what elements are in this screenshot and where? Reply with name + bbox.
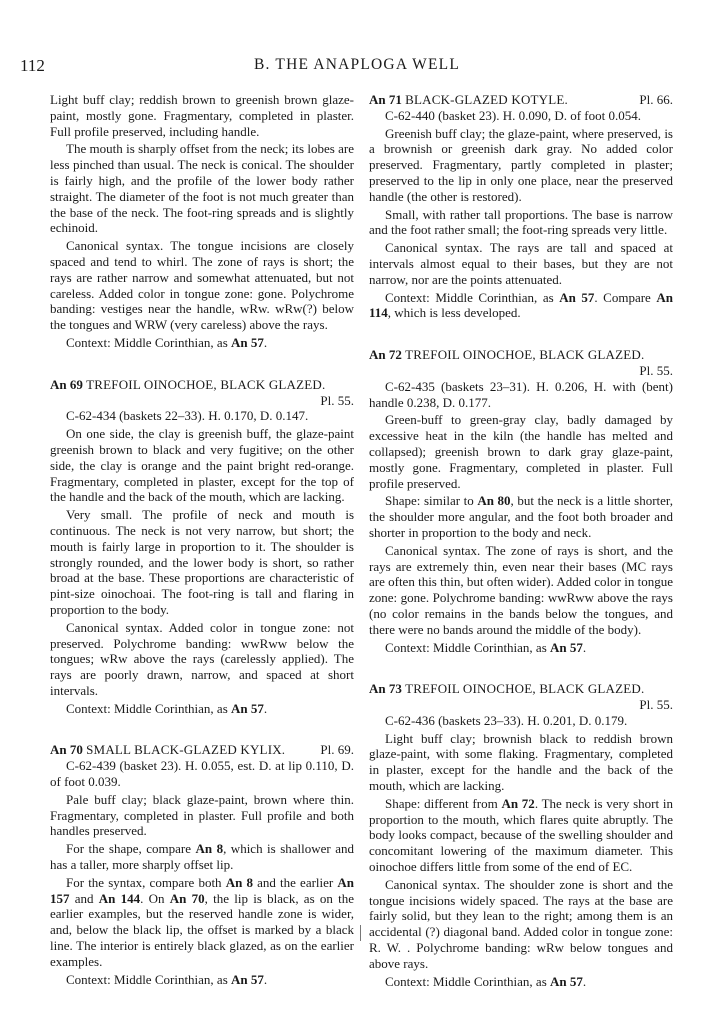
cross-reference: An 72 (501, 795, 535, 811)
column-divider (360, 925, 362, 941)
page-number: 112 (20, 56, 45, 75)
paragraph: Context: Middle Corinthian, as An 57. (66, 334, 268, 350)
paragraph: Pale buff clay; black glaze-paint, brown where thin. Fragmentary, completed in plaster. Full profile and both handles preserved. (50, 791, 354, 839)
cross-reference: An 57 (550, 973, 583, 989)
entry-number: An 70 (50, 742, 83, 758)
paragraph: Light buff clay; brownish black to reddish brown glaze-paint, with some flaking. Fragmentary, completed in plaster, except for the handle and the back of the mouth, which are lacking. (369, 730, 673, 794)
paragraph: Small, with rather tall proportions. The base is narrow and the foot rather small; the foot-ring spreads very little. (369, 206, 673, 238)
paragraph: For the shape, compare An 8, which is shallower and has a taller, more sharply offset lip. (50, 841, 354, 873)
plate-ref-line (50, 393, 354, 409)
catalog-reference: C-62-440 (basket 23). H. 0.090, D. of foot 0.054. (385, 107, 641, 123)
paragraph: Canonical syntax. The shoulder zone is short and the tongue incisions widely spaced. The rays at the base are fairly solid, but they lean to the right; among them is an accidental (?) diagonal band. Added color in tongue zone: R. W. . Polychrome banding: wRw below tongues and above rays. (369, 876, 673, 971)
paragraph: Context: Middle Corinthian, as An 57. (66, 971, 268, 987)
cross-reference: An 157 (50, 874, 354, 906)
entry-an71 (369, 92, 673, 321)
paragraph: Very small. The profile of neck and mouth is continuous. The neck is not very narrow, but short; the mouth is fairly large in proportion to it. The shoulder is strongly rounded, and the lower body is short, so rather broad at the base. These proportions are characteristic of pint-size oinochoai. The foot-ring is tall and flaring in proportion to the body. (50, 507, 354, 617)
plate-reference: Pl. 66. (639, 92, 673, 107)
entry-number: An 73 (369, 681, 402, 697)
catalog-reference: C-62-436 (baskets 23–33). H. 0.201, D. 0.179. (385, 712, 628, 728)
catalog-reference: C-62-439 (basket 23). H. 0.055, est. D. at lip 0.110, D. of foot 0.039. (50, 758, 354, 790)
entry-title: BLACK-GLAZED KOTYLE. (405, 92, 568, 107)
paragraph: On one side, the clay is greenish buff, the glaze-paint greenish brown to black and very fugitive; on the other side, the clay is orange and the paint bright red-orange. Fragmentary, completed in plaster, except for the top of the handle and the back of the mouth, which are lacking. (50, 426, 354, 505)
entry-an69 (50, 377, 354, 717)
catalog-reference: C-62-434 (baskets 22–33). H. 0.170, D. 0.147. (66, 408, 309, 424)
paragraph: Context: Middle Corinthian, as An 57. (385, 973, 587, 989)
paragraph: For the syntax, compare both An 8 and the earlier An 157 and An 144. On An 70, the lip is black, as on the earlier examples, but the reserved handle zone is wider, and, below the black lip, the offset is marked by a black line. The interior is entirely black glazed, as on the earlier examples. (50, 874, 355, 969)
paragraph: Context: Middle Corinthian, as An 57. (385, 639, 587, 655)
paragraph: Green-buff to green-gray clay, badly damaged by excessive heat in the kiln (the handle has melted and collapsed); greenish brown to dark gray glaze-paint, mostly gone. Fragmentary, completed in plaster. Full profile preserved. (369, 412, 673, 491)
cross-reference: An 57 (231, 700, 264, 716)
cross-reference: An 114 (369, 289, 673, 321)
plate-ref-line (369, 697, 673, 713)
entry-title: SMALL BLACK-GLAZED KYLIX. (86, 742, 286, 758)
cross-reference: An 80 (477, 493, 511, 509)
entry-number: An 72 (369, 347, 402, 363)
cross-reference: An 144 (98, 890, 141, 906)
entry-an72 (369, 347, 673, 655)
cross-reference: An 57 (559, 289, 595, 305)
left-column (50, 92, 354, 989)
cross-reference: An 8 (225, 874, 253, 890)
paragraph: Context: Middle Corinthian, as An 57. (66, 700, 268, 716)
paragraph: Shape: similar to An 80, but the neck is a little shorter, the shoulder more angular, and the foot both broader and shorter in proportion to the body and neck. (369, 493, 673, 540)
entry-an70 (50, 742, 354, 987)
paragraph: The mouth is sharply offset from the neck; its lobes are less pinched than usual. The neck is conical. The shoulder is fairly high, and the profile of the lower body rather straight. The diameter of the foot is not much greater than the base of the neck. The foot-ring spreads and is slightly echinoid. (50, 141, 354, 236)
running-head: B. THE ANAPLOGA WELL (254, 56, 460, 73)
paragraph: Shape: different from An 72. The neck is very short in proportion to the mouth, which flares quite abruptly. The body looks compact, because of the swelling shoulder and concomitant lowering of the maximum diameter. This oinochoe differs little from some of the end of EC. (369, 795, 673, 875)
paragraph: Canonical syntax. The tongue incisions are closely spaced and tend to whirl. The zone of rays is short; the rays are rather narrow and somewhat attenuated, but not careless. Added color in tongue zone: gone. Polychrome banding: vestiges near the handle, wRw. wRw(?) below the tongues and WRW (very careless) above the rays. (50, 238, 354, 333)
cross-reference: An 8 (195, 841, 224, 857)
entry-heading (369, 347, 673, 363)
entry-number: An 69 (50, 376, 83, 392)
plate-reference: Pl. 69. (320, 742, 354, 758)
entry-heading (50, 742, 354, 758)
cross-reference: An 70 (169, 890, 205, 906)
plate-reference: Pl. 55. (639, 697, 673, 713)
entry-number: An 71 (369, 92, 402, 107)
entry-heading (369, 681, 673, 697)
paragraph: Canonical syntax. The zone of rays is short, and the rays are extremely thin, even near their bases (MC rays are often this thin, but often wider). Added color in tongue zone: gone. Polychrome banding: wwRww above the rays (no color remains in the bands below the tongues, and there were no bands around the middle of the body). (369, 542, 673, 637)
entry-an73 (369, 681, 673, 989)
plate-reference: Pl. 55. (320, 392, 354, 408)
paragraph: Canonical syntax. Added color in tongue zone: not preserved. Polychrome banding: wwRww below the tongues; wRw above the rays (carelessly applied). The rays are poorly drawn, narrow, and spaced at short intervals. (50, 619, 354, 698)
entry-title: TREFOIL OINOCHOE, BLACK GLAZED. (405, 681, 645, 697)
entry-title: TREFOIL OINOCHOE, BLACK GLAZED. (405, 347, 645, 363)
right-column (369, 92, 673, 991)
paragraph: Context: Middle Corinthian, as An 57. Compare An 114, which is less developed. (369, 289, 673, 321)
cross-reference: An 57 (231, 334, 264, 350)
entry-heading (50, 377, 354, 393)
catalog-reference: C-62-435 (baskets 23–31). H. 0.206, H. with (bent) handle 0.238, D. 0.177. (369, 378, 673, 410)
paragraph: Greenish buff clay; the glaze-paint, where preserved, is a brownish or greenish dark gray. No added color preserved. Fragmentary, partly completed in plaster; preserved to the lip in only one place, near the preserved handle (the other is restored). (369, 125, 673, 204)
entry-title: TREFOIL OINOCHOE, BLACK GLAZED. (86, 376, 326, 392)
paragraph: Canonical syntax. The rays are tall and spaced at intervals almost equal to their bases, but they are not narrow, nor are the points attenuated. (369, 240, 673, 287)
paragraph: Light buff clay; reddish brown to greenish brown glaze-paint, mostly gone. Fragmentary, completed in plaster. Full profile preserved, including handle. (50, 92, 354, 139)
plate-reference: Pl. 55. (639, 362, 673, 378)
entry-an68-continued (50, 92, 354, 351)
entry-heading (369, 92, 673, 108)
cross-reference: An 57 (231, 971, 264, 987)
cross-reference: An 57 (550, 639, 583, 655)
plate-ref-line (369, 363, 673, 379)
